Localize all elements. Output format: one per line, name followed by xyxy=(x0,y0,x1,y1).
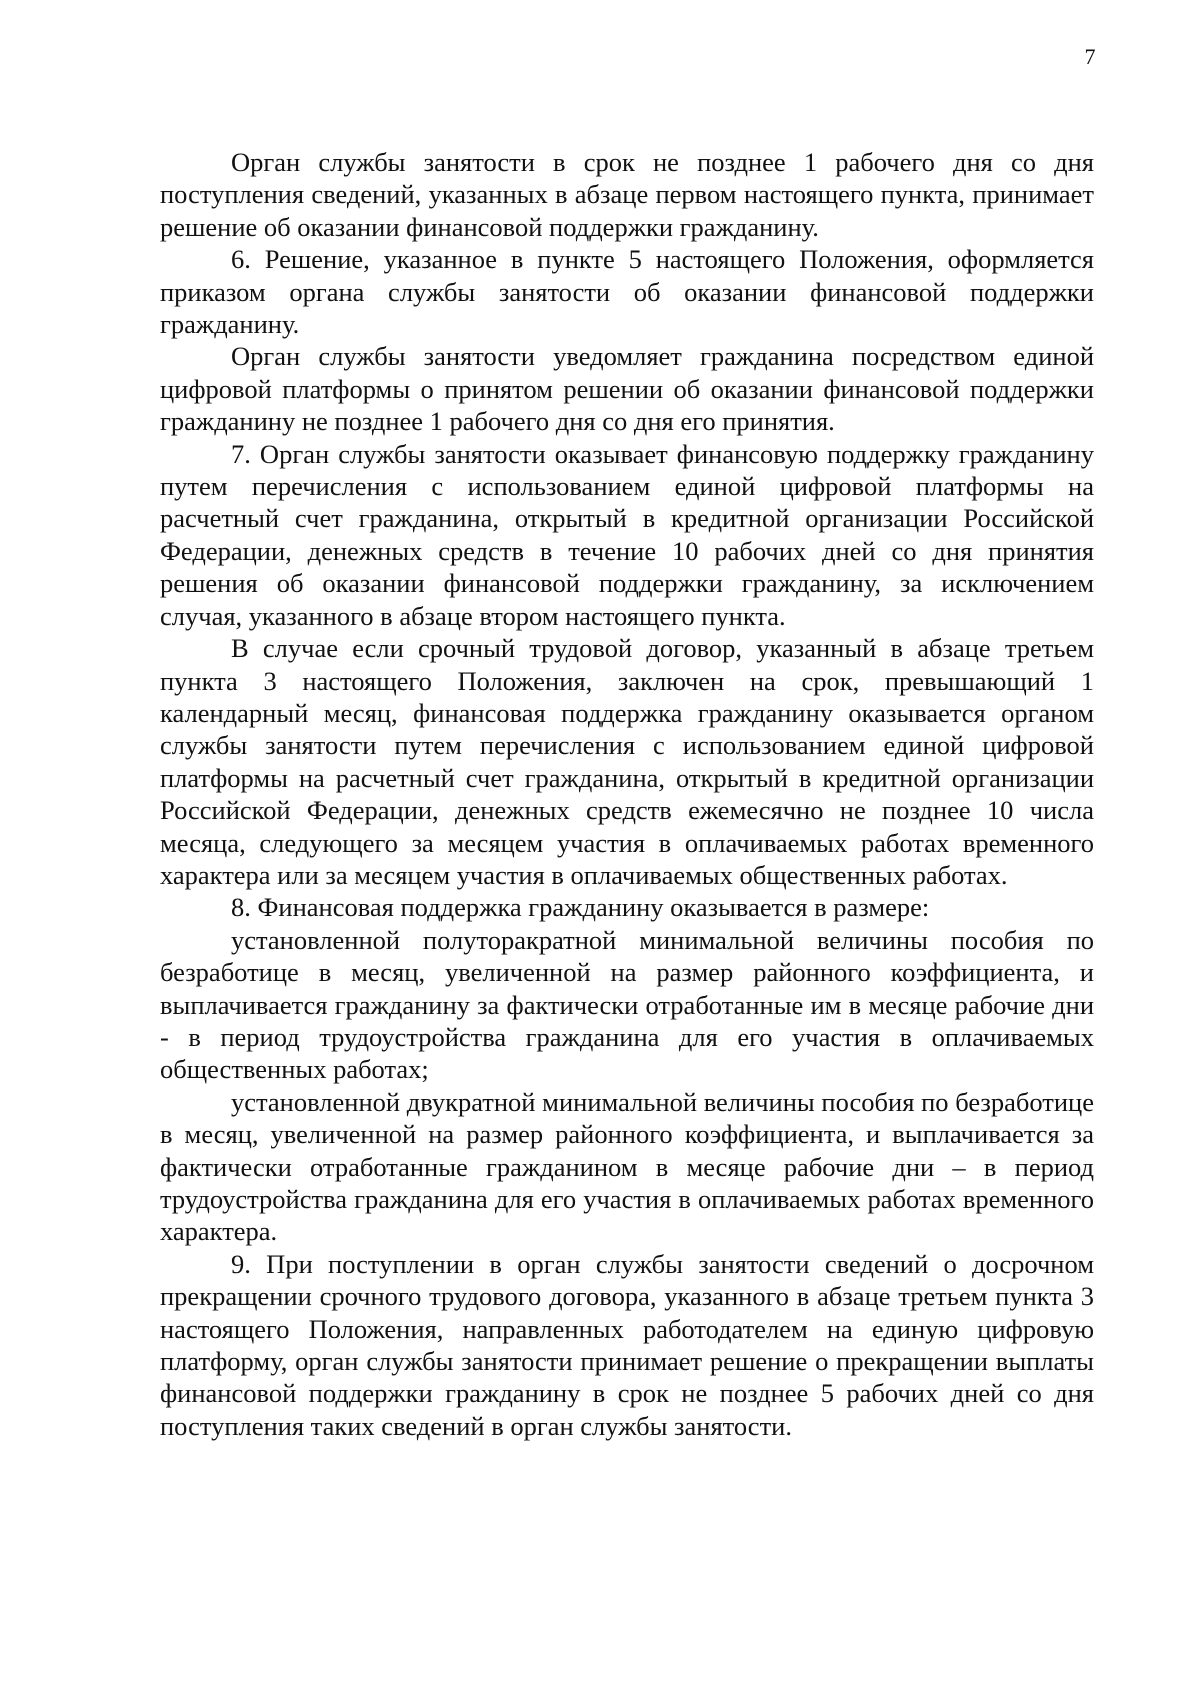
paragraph-item-8: 8. Финансовая поддержка гражданину оказывается в размере: xyxy=(231,892,930,923)
paragraph-item-9: 9. При поступлении в орган службы занятости сведений о досрочном прекращении срочного трудового договора, указанного в абзаце третьем пункта 3 настоящего Положения, направленных работодателем на единую цифровую платформу, орган службы занятости принимает решение о прекращении выплаты финансовой поддержки гражданину в срок не позднее 5 рабочих дней со дня поступления таких сведений в орган службы занятости. xyxy=(160,1248,1094,1441)
paragraph-item-7: 7. Орган службы занятости оказывает финансовую поддержку гражданину путем перечисления с использованием единой цифровой платформы на расчетный счет гражданина, открытый в кредитной организации Российской Федерации, денежных средств в течение 10 рабочих дней со дня принятия решения об оказании финансовой поддержки гражданину, за исключением случая, указанного в абзаце втором настоящего пункта. xyxy=(160,438,1094,631)
paragraph-temporary-works-amount: установленной двукратной минимальной величины пособия по безработице в месяц, увеличенной на размер районного коэффициента, и выплачивается за фактически отработанные гражданином в месяце рабочие дни – в период трудоустройства гражданина для его участия в оплачиваемых работах временного характера. xyxy=(160,1086,1094,1247)
paragraph-item-6: 6. Решение, указанное в пункте 5 настоящего Положения, оформляется приказом органа службы занятости об оказании финансовой поддержки гражданину. xyxy=(160,244,1094,340)
document-body xyxy=(160,146,1094,1442)
page-number: 7 xyxy=(1084,44,1096,69)
paragraph-decision-timing: Орган службы занятости в срок не позднее 1 рабочего дня со дня поступления сведений, указанных в абзаце первом настоящего пункта, принимает решение об оказании финансовой поддержки гражданину. xyxy=(160,147,1094,242)
paragraph-public-works-amount: установленной полуторакратной минимальной величины пособия по безработице в месяц, увеличенной на размер районного коэффициента, и выплачивается гражданину за фактически отработанные им в месяце рабочие дни - в период трудоустройства гражданина для его участия в оплачиваемых общественных работах; xyxy=(160,924,1094,1085)
paragraph-notification: Орган службы занятости уведомляет гражданина посредством единой цифровой платформы о принятом решении об оказании финансовой поддержки гражданину не позднее 1 рабочего дня со дня его принятия. xyxy=(160,341,1094,437)
paragraph-monthly-payment: В случае если срочный трудовой договор, указанный в абзаце третьем пункта 3 настоящего Положения, заключен на срок, превышающий 1 календарный месяц, финансовая поддержка гражданину оказывается органом службы занятости путем перечисления с использованием единой цифровой платформы на расчетный счет гражданина, открытый в кредитной организации Российской Федерации, денежных средств ежемесячно не позднее 10 числа месяца, следующего за месяцем участия в оплачиваемых работах временного характера или за месяцем участия в оплачиваемых общественных работах. xyxy=(160,633,1094,890)
